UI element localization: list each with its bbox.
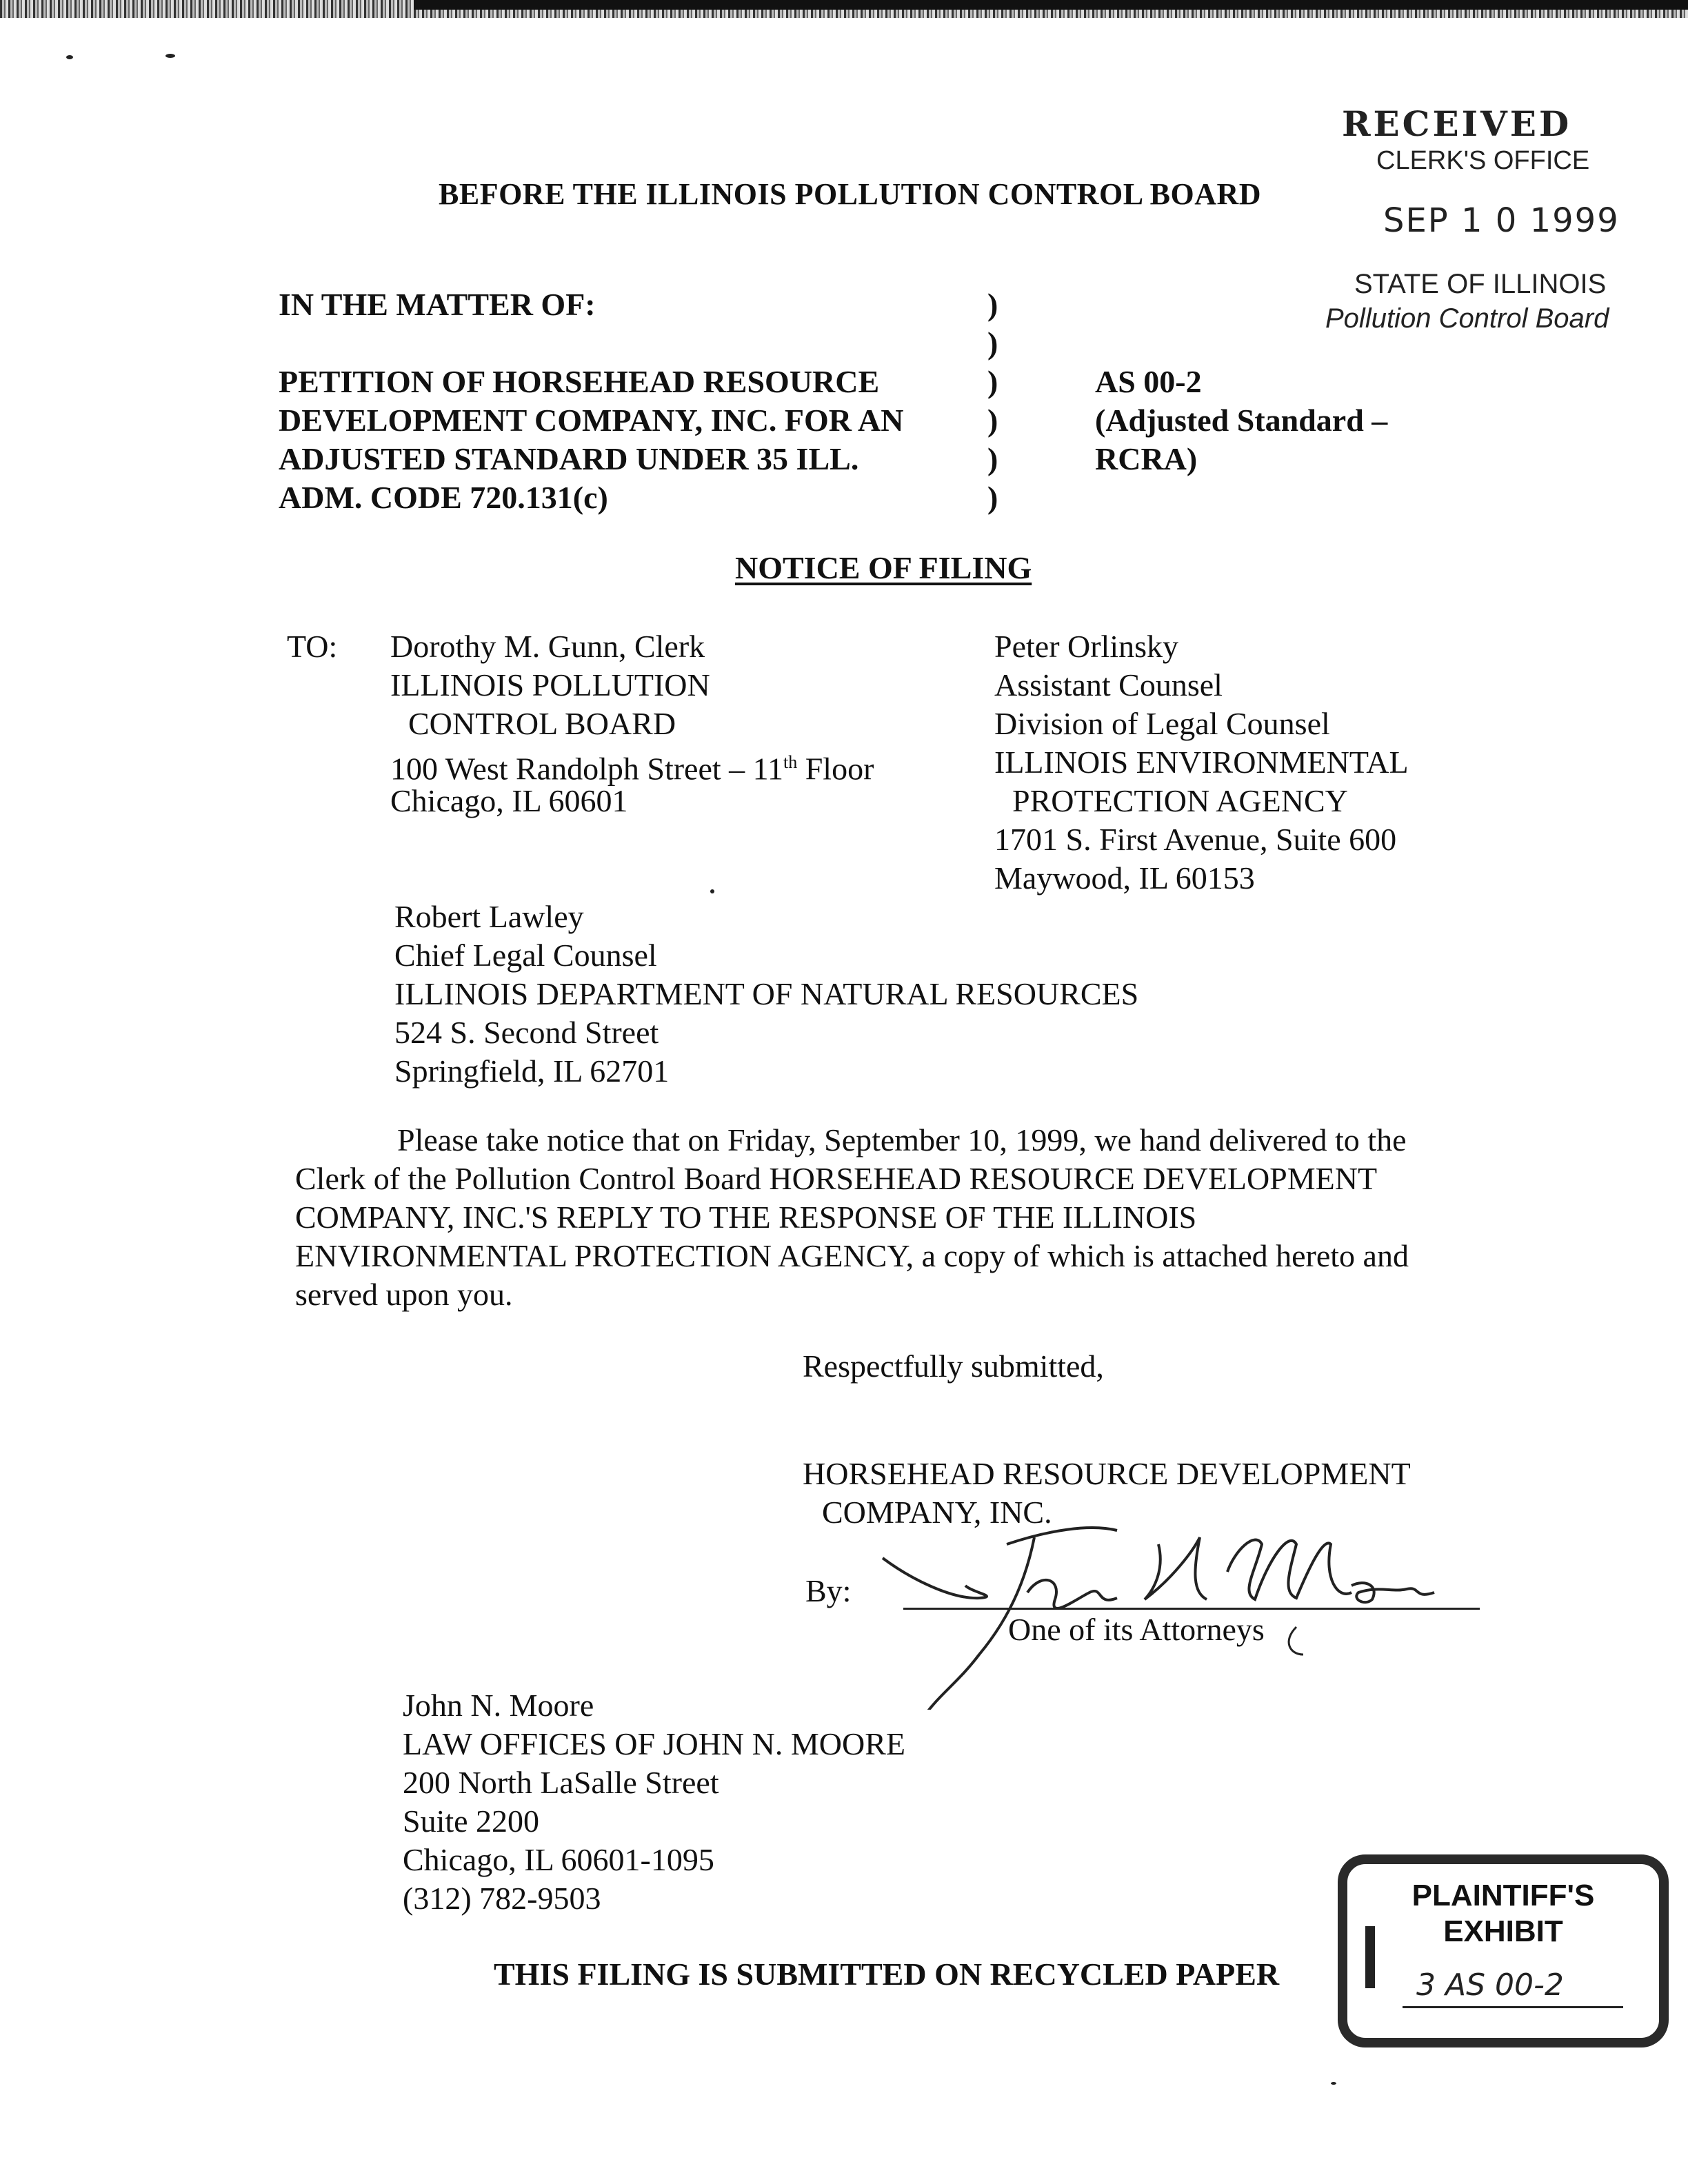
exhibit-subtitle: EXHIBIT (1443, 1914, 1563, 1948)
case-type: RCRA) (1095, 441, 1198, 476)
signature-image (869, 1517, 1489, 1710)
attorney-line: (312) 782-9503 (403, 1881, 601, 1916)
matter-label: IN THE MATTER OF: (279, 287, 596, 322)
recipient-line: Division of Legal Counsel (994, 706, 1330, 741)
received-stamp: RECEIVED (1342, 103, 1572, 144)
page-title: BEFORE THE ILLINOIS POLLUTION CONTROL BOARD (439, 177, 1262, 211)
attorney-line: Chicago, IL 60601-1095 (403, 1842, 714, 1877)
body-line: Clerk of the Pollution Control Board HORSEHEAD RESOURCE DEVELOPMENT (295, 1161, 1378, 1196)
case-type: (Adjusted Standard – (1095, 403, 1388, 438)
caption-paren: ) (987, 441, 998, 476)
state-stamp: STATE OF ILLINOIS (1354, 269, 1607, 299)
recipient-line: CONTROL BOARD (408, 706, 676, 741)
exhibit-title: PLAINTIFF'S (1411, 1879, 1595, 1912)
exhibit-handwritten: 3 AS 00-2 (1416, 1968, 1564, 2003)
recipient-line: ILLINOIS ENVIRONMENTAL (994, 745, 1409, 780)
recipient-line: Robert Lawley (394, 899, 584, 934)
company-name: COMPANY, INC. (822, 1495, 1052, 1530)
clerks-office-stamp: CLERK'S OFFICE (1376, 146, 1590, 175)
by-label: By: (805, 1573, 852, 1608)
scan-speck (1331, 2082, 1336, 2085)
recipient-line: 1701 S. First Avenue, Suite 600 (994, 822, 1397, 857)
body-line: served upon you. (295, 1277, 513, 1312)
attorney-line: LAW OFFICES OF JOHN N. MOORE (403, 1726, 905, 1761)
petition-line: ADM. CODE 720.131(c) (279, 480, 608, 515)
scan-speck (710, 889, 714, 893)
recycled-paper-footer: THIS FILING IS SUBMITTED ON RECYCLED PAPER (494, 1957, 1280, 1992)
recipient-line: 524 S. Second Street (394, 1015, 659, 1050)
exhibit-side-bar (1365, 1926, 1375, 1988)
attorneys-caption: One of its Attorneys (1008, 1612, 1265, 1647)
recipient-line: Springfield, IL 62701 (394, 1053, 670, 1089)
recipient-line: Peter Orlinsky (994, 629, 1179, 664)
caption-paren: ) (987, 364, 998, 399)
closing-respectfully: Respectfully submitted, (803, 1348, 1104, 1384)
company-name: HORSEHEAD RESOURCE DEVELOPMENT (803, 1456, 1411, 1491)
recipient-address: 100 West Randolph Street – 11th Floor (390, 751, 874, 787)
scan-speck (165, 54, 175, 58)
recipient-line: ILLINOIS POLLUTION (390, 667, 710, 702)
caption-paren: ) (987, 480, 998, 515)
body-line: COMPANY, INC.'S REPLY TO THE RESPONSE OF THE ILLINOIS (295, 1200, 1197, 1235)
caption-paren: ) (987, 325, 998, 361)
board-stamp: Pollution Control Board (1325, 303, 1609, 334)
to-label: TO: (287, 629, 338, 664)
recipient-line: Chicago, IL 60601 (390, 783, 628, 818)
exhibit-line (1403, 2006, 1623, 2008)
petition-line: PETITION OF HORSEHEAD RESOURCE (279, 364, 880, 399)
recipient-line: Maywood, IL 60153 (994, 860, 1255, 896)
recipient-line: Dorothy M. Gunn, Clerk (390, 629, 705, 664)
scan-speck (66, 55, 73, 59)
body-line: ENVIRONMENTAL PROTECTION AGENCY, a copy of which is attached hereto and (295, 1238, 1409, 1273)
case-number: AS 00-2 (1095, 364, 1202, 399)
attorney-line: 200 North LaSalle Street (403, 1765, 719, 1800)
exhibit-sticker (1338, 1854, 1669, 2048)
attorney-line: Suite 2200 (403, 1803, 540, 1839)
recipient-line: Chief Legal Counsel (394, 938, 657, 973)
recipient-line: Assistant Counsel (994, 667, 1223, 702)
scan-edge-dark (414, 0, 1688, 10)
recipient-line: ILLINOIS DEPARTMENT OF NATURAL RESOURCES (394, 976, 1139, 1011)
attorney-line: John N. Moore (403, 1688, 594, 1723)
received-date-stamp: SEP 1 0 1999 (1383, 201, 1620, 240)
caption-paren: ) (987, 403, 998, 438)
petition-line: DEVELOPMENT COMPANY, INC. FOR AN (279, 403, 904, 438)
recipient-line: PROTECTION AGENCY (1012, 783, 1348, 818)
petition-line: ADJUSTED STANDARD UNDER 35 ILL. (279, 441, 859, 476)
body-line: Please take notice that on Friday, September 10, 1999, we hand delivered to the (397, 1122, 1407, 1157)
caption-paren: ) (987, 287, 998, 322)
notice-title: NOTICE OF FILING (735, 550, 1032, 585)
